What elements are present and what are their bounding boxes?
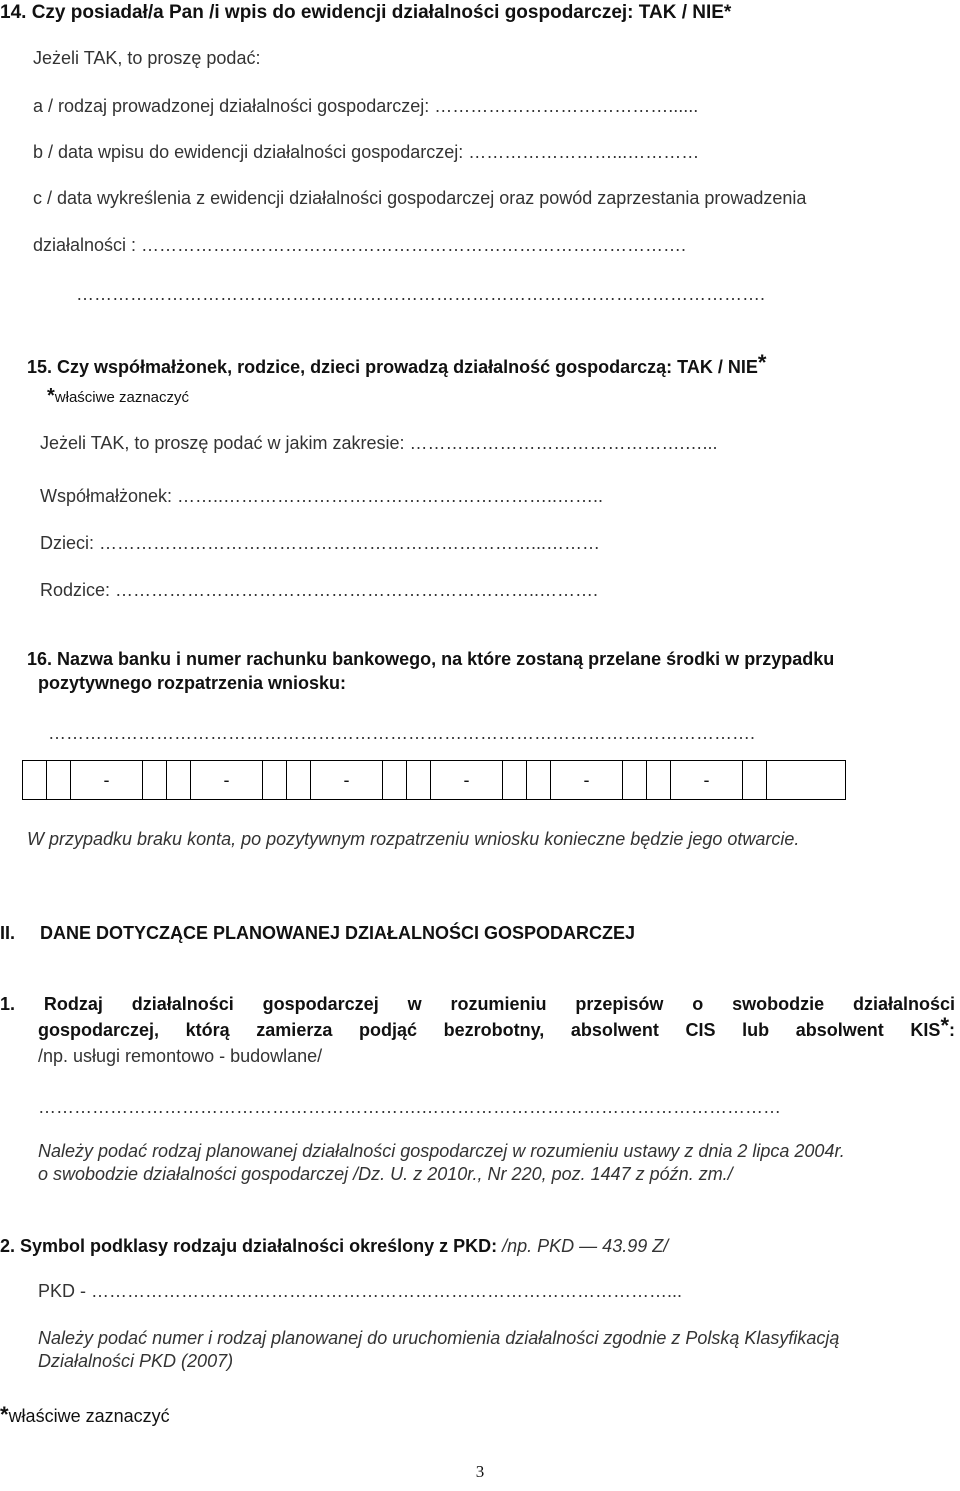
page-number: 3	[475, 1462, 485, 1481]
asterisk-mark: *	[940, 1013, 949, 1038]
q14-field-b[interactable]: b / data wpisu do ewidencji działalności gospodarczej: ……………………...…………	[33, 142, 700, 162]
account-digit-cell[interactable]	[47, 761, 71, 799]
q16-bank-name-field[interactable]: ……………………………………………………………………………………………………….	[48, 723, 756, 743]
q14-if-yes: Jeżeli TAK, to proszę podać:	[33, 48, 261, 68]
q15-question: 15. Czy współmałżonek, rodzice, dzieci prowadzą działalność gospodarczą: TAK / NIE*	[27, 350, 767, 377]
q15-note: *właściwe zaznaczyć	[47, 385, 190, 407]
q14-field-c-line2[interactable]: działalności : ……………………………………………………………………………….	[33, 235, 687, 255]
item2-pkd-field[interactable]: PKD - ……………………………………………………………………………………...	[38, 1281, 683, 1301]
item2-question: 2. Symbol podklasy rodzaju działalności określony z PKD: /np. PKD — 43.99 Z/	[0, 1236, 669, 1256]
account-digit-cell[interactable]	[767, 761, 791, 799]
q14-field-c-line3[interactable]: …………………………………………………………………………………………………….	[76, 284, 766, 304]
item1-note-line2: o swobodzie działalności gospodarczej /Dz. U. z 2010r., Nr 220, poz. 1447 z późn. zm./	[38, 1164, 733, 1184]
account-digit-cell[interactable]	[23, 761, 47, 799]
item1-line2: gospodarczej, którą zamierza podjąć bezrobotny, absolwent CIS lub absolwent KIS * :	[38, 1013, 955, 1040]
item1-line1: 1. Rodzaj działalności gospodarczej w rozumieniu przepisów o swobodzie działalności	[0, 994, 955, 1014]
account-digit-cell[interactable]	[407, 761, 431, 799]
section-number: II.	[0, 923, 16, 943]
q15-spouse-field[interactable]: Współmałżonek: ……..………………………………………………..……..	[40, 486, 604, 506]
item2-note-line1: Należy podać numer i rodzaj planowanej do uruchomienia działalności zgodnie z Polską Klasyfikacją	[38, 1328, 840, 1348]
item2-note-line2: Działalności PKD (2007)	[38, 1351, 234, 1371]
account-digit-cell[interactable]	[143, 761, 167, 799]
asterisk-mark: *	[757, 350, 767, 375]
account-digit-cell[interactable]	[743, 761, 767, 799]
account-separator: -	[311, 761, 383, 799]
account-separator: -	[71, 761, 143, 799]
account-digit-cell[interactable]	[287, 761, 311, 799]
item1-example: /np. usługi remontowo - budowlane/	[38, 1046, 323, 1066]
account-separator: -	[551, 761, 623, 799]
account-digit-cell[interactable]	[167, 761, 191, 799]
q14-question: 14. Czy posiadał/a Pan /i wpis do ewidencji działalności gospodarczej: TAK / NIE*	[0, 2, 732, 23]
account-digit-cell[interactable]	[503, 761, 527, 799]
account-digit-cell[interactable]	[527, 761, 551, 799]
q16-question-line2: pozytywnego rozpatrzenia wniosku:	[38, 673, 347, 693]
account-digit-cell[interactable]	[383, 761, 407, 799]
account-separator: -	[671, 761, 743, 799]
section-title: DANE DOTYCZĄCE PLANOWANEJ DZIAŁALNOŚCI GOSPODARCZEJ	[40, 923, 636, 943]
item1-activity-field[interactable]: ……………………………………………………….……………………………………………………	[38, 1097, 782, 1117]
account-separator: -	[431, 761, 503, 799]
q14-field-a[interactable]: a / rodzaj prowadzonej działalności gospodarczej: …………………………………......	[33, 96, 699, 116]
account-number-grid[interactable]	[22, 760, 846, 800]
q15-parents-field[interactable]: Rodzice: ……………………………………………………………..……….	[40, 580, 599, 600]
q15-scope-field[interactable]: Jeżeli TAK, to proszę podać w jakim zakresie: ……………………………………….…...	[40, 433, 718, 453]
account-digit-cell[interactable]	[263, 761, 287, 799]
q15-children-field[interactable]: Dzieci: ………………………………………………………………...………	[40, 533, 601, 553]
account-digit-cell[interactable]	[647, 761, 671, 799]
item1-note-line1: Należy podać rodzaj planowanej działalności gospodarczej w rozumieniu ustawy z dnia 2 lipca 2004r.	[38, 1141, 845, 1161]
q16-note: W przypadku braku konta, po pozytywnym rozpatrzeniu wniosku konieczne będzie jego otwarcie.	[27, 829, 800, 849]
account-separator: -	[191, 761, 263, 799]
account-digit-cell[interactable]	[623, 761, 647, 799]
q16-question-line1: 16. Nazwa banku i numer rachunku bankowego, na które zostaną przelane środki w przypadku	[27, 649, 835, 669]
q14-field-c-line1: c / data wykreślenia z ewidencji działalności gospodarczej oraz powód zaprzestania prowadzenia	[33, 188, 807, 208]
footer-note: *właściwe zaznaczyć	[0, 1402, 170, 1427]
